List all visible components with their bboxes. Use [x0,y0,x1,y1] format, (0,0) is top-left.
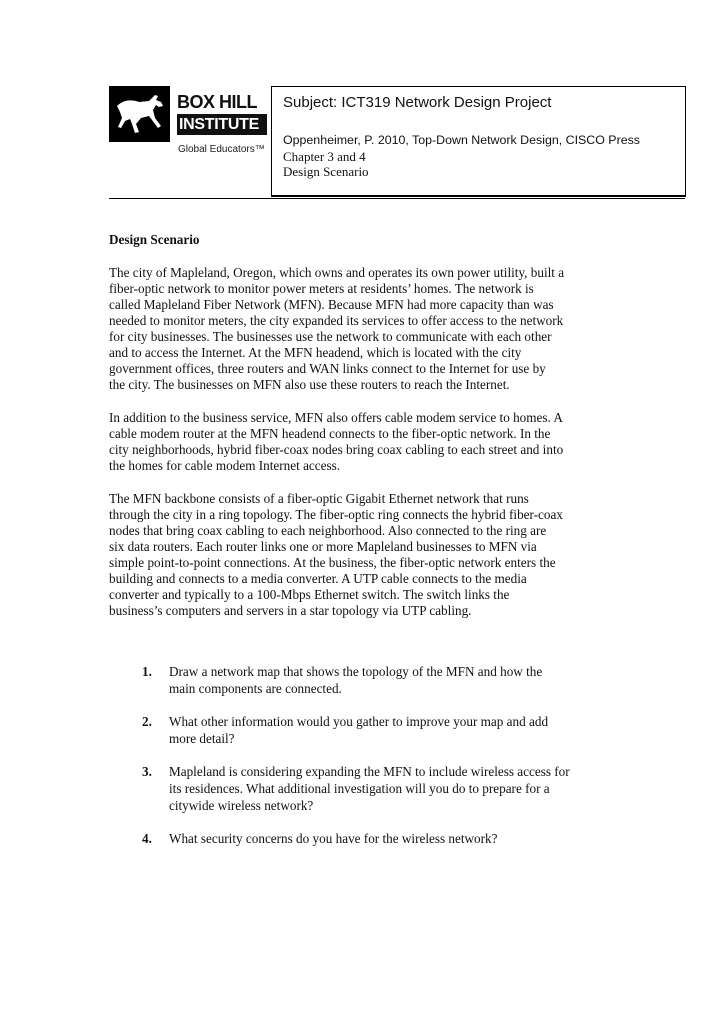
question-number: 4. [142,831,152,846]
paragraph-line: through the city in a ring topology. The fiber-optic ring connects the hybrid fiber-coax [109,507,563,522]
paragraph-line: The city of Mapleland, Oregon, which owns and operates its own power utility, built a [109,265,565,280]
question-item [142,763,622,814]
question-line: its residences. What additional investigation will you do to prepare for a [169,781,550,796]
question-item [142,713,622,747]
document-header [0,0,719,200]
paragraph-line: building and connects to a media converter. A UTP cable connects to the media [109,571,527,586]
scenario-line: Design Scenario [283,164,369,179]
chapter-line: Chapter 3 and 4 [283,149,366,164]
subject-box [271,86,686,197]
paragraph [109,265,629,393]
header-divider [109,198,685,199]
paragraph-line: fiber-optic network to monitor power meters at residents’ homes. The network is [109,281,534,296]
logo-line2: INSTITUTE [177,114,267,135]
logo-wordmark [175,91,267,138]
question-number: 1. [142,664,152,679]
logo-line1: BOX HILL [177,92,257,112]
paragraph-line: needed to monitor meters, the city expanded its services to offer access to the network [109,313,564,328]
question-line: Draw a network map that shows the topology of the MFN and how the [169,664,543,679]
paragraph-line: for city businesses. The businesses use the network to communicate with each other [109,329,552,344]
paragraph [109,491,629,619]
paragraph-line: the city. The businesses on MFN also use these routers to reach the Internet. [109,377,510,392]
question-line: more detail? [169,731,235,746]
question-line: citywide wireless network? [169,798,314,813]
question-text [169,763,622,814]
question-text [169,830,622,847]
question-line: main components are connected. [169,681,342,696]
paragraph [109,410,629,474]
question-number: 3. [142,764,152,779]
question-item [142,830,622,847]
paragraph-line: nodes that bring coax cabling to each neighborhood. Also connected to the ring are [109,523,547,538]
paragraph-line: the homes for cable modem Internet access. [109,458,341,473]
section-heading: Design Scenario [109,232,200,247]
question-line: What other information would you gather to improve your map and add [169,714,549,729]
question-text [169,713,622,747]
box-hill-logo [109,86,267,158]
question-item [142,663,622,697]
paragraph-line: business’s computers and servers in a star topology via UTP cabling. [109,603,472,618]
question-line: Mapleland is considering expanding the MFN to include wireless access for [169,764,570,779]
question-list [142,663,622,863]
paragraph-line: and to access the Internet. At the MFN headend, which is located with the city [109,345,522,360]
paragraph-line: government offices, three routers and WAN links connect to the Internet for use by [109,361,546,376]
paragraph-line: called Mapleland Fiber Network (MFN). Because MFN had more capacity than was [109,297,554,312]
paragraph-line: simple point-to-point connections. At the business, the fiber-optic network enters the [109,555,556,570]
paragraph-line: converter and typically to a 100-Mbps Ethernet switch. The switch links the [109,587,510,602]
reference-line: Oppenheimer, P. 2010, Top-Down Network Design, CISCO Press [283,133,640,147]
logo-tagline: Global Educators™ [178,144,265,155]
subject-title: Subject: ICT319 Network Design Project [283,94,552,111]
paragraph-line: cable modem router at the MFN headend connects to the fiber-optic network. In the [109,426,551,441]
horse-logo-icon [109,86,170,142]
paragraph-line: The MFN backbone consists of a fiber-optic Gigabit Ethernet network that runs [109,491,529,506]
paragraph-line: six data routers. Each router links one or more Mapleland businesses to MFN via [109,539,537,554]
question-number: 2. [142,714,152,729]
question-text [169,663,622,697]
paragraph-line: In addition to the business service, MFN also offers cable modem service to homes. A [109,410,563,425]
question-line: What security concerns do you have for the wireless network? [169,831,498,846]
document-body [109,232,629,636]
paragraph-line: city neighborhoods, hybrid fiber-coax nodes bring coax cabling to each street and into [109,442,564,457]
